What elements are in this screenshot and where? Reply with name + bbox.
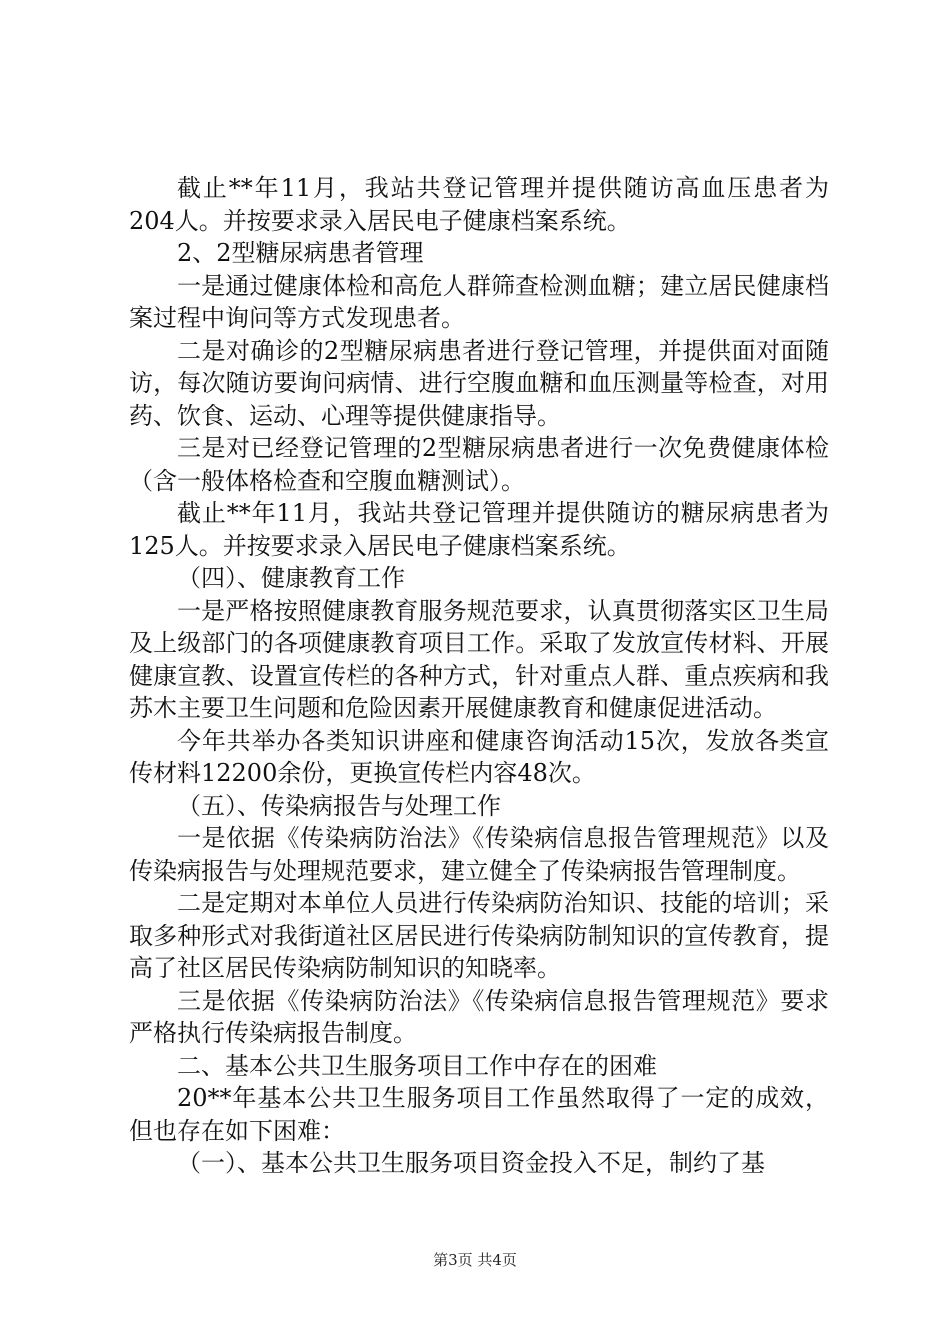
document-body (129, 172, 829, 1180)
paragraph-hypertension-count: 截止**年11月，我站共登记管理并提供随访高血压患者为204人。并按要求录入居民电子健康档案系统。 (129, 174, 829, 235)
heading-diabetes-management: 2、2型糖尿病患者管理 (177, 239, 424, 267)
paragraph-diabetes-screening: 一是通过健康体检和高危人群筛查检测血糖；建立居民健康档案过程中询问等方式发现患者。 (129, 271, 829, 332)
paragraph-diabetes-checkup: 三是对已经登记管理的2型糖尿病患者进行一次免费健康体检（含一般体格检查和空腹血糖测试）。 (129, 434, 829, 495)
paragraph-disease-training: 二是定期对本单位人员进行传染病防治知识、技能的培训；采取多种形式对我街道社区居民进行传染病防制知识的宣传教育，提高了社区居民传染病防制知识的知晓率。 (129, 889, 829, 982)
paragraph-funding-shortage: （一）、基本公共卫生服务项目资金投入不足，制约了基 (177, 1149, 765, 1177)
paragraph-diabetes-count: 截止**年11月，我站共登记管理并提供随访的糖尿病患者为125人。并按要求录入居民电子健康档案系统。 (129, 499, 829, 560)
paragraph-diabetes-followup: 二是对确诊的2型糖尿病患者进行登记管理，并提供面对面随访，每次随访要询问病情、进行空腹血糖和血压测量等检查，对用药、饮食、运动、心理等提供健康指导。 (129, 336, 829, 430)
heading-difficulties: 二、基本公共卫生服务项目工作中存在的困难 (177, 1051, 657, 1080)
heading-infectious-disease: （五）、传染病报告与处理工作 (177, 791, 501, 820)
page-footer (0, 1249, 950, 1270)
paragraph-disease-reporting-system: 一是依据《传染病防治法》《传染病信息报告管理规范》以及传染病报告与处理规范要求，建立健全了传染病报告管理制度。 (129, 824, 829, 885)
heading-health-education: （四）、健康教育工作 (177, 564, 405, 592)
paragraph-difficulties-intro: 20**年基本公共卫生服务项目工作虽然取得了一定的成效，但也存在如下困难： (129, 1084, 829, 1145)
paragraph-education-activities: 一是严格按照健康教育服务规范要求，认真贯彻落实区卫生局及上级部门的各项健康教育项目工作。采取了发放宣传材料、开展健康宣教、设置宣传栏的各种方式，针对重点人群、重点疾病和我苏木主要卫生问题和危险因素开展健康教育和健康促进活动。 (129, 596, 829, 722)
page-number-label: 第3页 共4页 (433, 1251, 517, 1269)
paragraph-disease-reporting-rule: 三是依据《传染病防治法》《传染病信息报告管理规范》要求严格执行传染病报告制度。 (129, 986, 829, 1047)
paragraph-education-stats: 今年共举办各类知识讲座和健康咨询活动15次，发放各类宣传材料12200余份，更换宣传栏内容48次。 (129, 726, 829, 787)
